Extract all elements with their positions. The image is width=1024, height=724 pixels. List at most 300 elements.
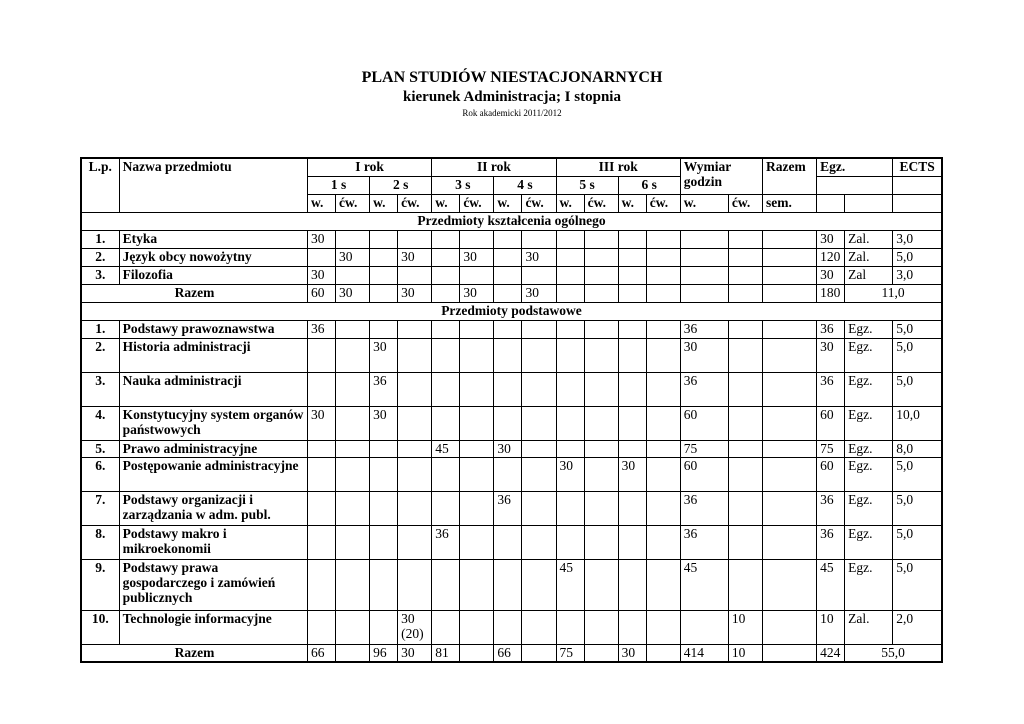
header-cw: ćw. [522,194,556,212]
hours-cell [522,266,556,284]
row-lp: 1. [81,320,119,338]
wymiar-w-cell: 36 [680,320,728,338]
hours-cell [494,320,522,338]
wymiar-cw-cell [728,338,762,372]
sem-cell [762,338,816,372]
table-row [81,372,942,406]
wymiar-cw-cell [728,406,762,440]
hours-cell [370,440,398,457]
hours-cell [336,440,370,457]
sum-sem [762,284,816,302]
hours-cell [370,457,398,491]
hours-cell [646,457,680,491]
hours-cell: 30 [522,248,556,266]
sum-label: Razem [81,284,307,302]
wymiar-w-cell [680,248,728,266]
razem-cell: 30 [817,266,845,284]
hours-cell [460,610,494,644]
hours-cell [584,457,618,491]
row-name: Nauka administracji [119,372,307,406]
sum-cell [618,284,646,302]
sum-razem: 424 [817,644,845,662]
hours-cell [307,457,335,491]
wymiar-w-cell [680,610,728,644]
hours-cell [370,320,398,338]
row-name: Historia administracji [119,338,307,372]
row-name: Podstawy prawoznawstwa [119,320,307,338]
row-lp: 7. [81,491,119,525]
hours-cell [584,491,618,525]
hours-cell [494,248,522,266]
razem-cell: 36 [817,372,845,406]
hours-cell [646,491,680,525]
hours-cell [584,372,618,406]
header-cw: ćw. [398,194,432,212]
section-title: Przedmioty podstawowe [81,302,942,320]
hours-cell [646,320,680,338]
sum-cell: 30 [460,284,494,302]
wymiar-cw-cell [728,372,762,406]
hours-cell [307,491,335,525]
sum-cell [556,284,584,302]
hours-cell [556,266,584,284]
hours-cell [584,230,618,248]
hours-cell [494,266,522,284]
hours-cell [584,248,618,266]
hours-cell [584,320,618,338]
row-name: Konstytucyjny system organów państwowych [119,406,307,440]
hours-cell [556,525,584,559]
ects-cell: 5,0 [893,320,942,338]
wymiar-cw-cell [728,266,762,284]
hours-cell [307,440,335,457]
hours-cell [494,559,522,610]
hours-cell [556,248,584,266]
row-name: Podstawy makro i mikroekonomii [119,525,307,559]
hours-cell: 30 [398,248,432,266]
hours-cell: 36 [494,491,522,525]
hours-cell [336,266,370,284]
page-title: PLAN STUDIÓW NIESTACJONARNYCH [361,69,663,86]
hours-cell [460,230,494,248]
table-row [81,525,942,559]
row-lp: 3. [81,266,119,284]
row-lp: 6. [81,457,119,491]
hours-cell [522,230,556,248]
hours-cell [460,491,494,525]
sum-cell [584,644,618,662]
sum-cell: 66 [494,644,522,662]
sem-cell [762,266,816,284]
wymiar-w-cell [680,230,728,248]
sum-cell: 30 [618,644,646,662]
header-cw: ćw. [584,194,618,212]
hours-cell [646,525,680,559]
hours-cell [336,406,370,440]
hours-cell [336,491,370,525]
hours-cell [618,559,646,610]
hours-cell [522,372,556,406]
wymiar-w-cell: 36 [680,372,728,406]
hours-cell [307,338,335,372]
sum-razem: 180 [817,284,845,302]
hours-cell [618,525,646,559]
blank-cell [893,194,942,212]
ects-cell: 3,0 [893,266,942,284]
hours-cell [370,610,398,644]
hours-cell [336,372,370,406]
hours-cell [307,525,335,559]
hours-cell [522,525,556,559]
header-cw: ćw. [728,194,762,212]
header-cw: ćw. [646,194,680,212]
hours-cell [398,406,432,440]
header-w: w. [556,194,584,212]
header-sem-6: 6 s [618,176,680,194]
hours-cell [646,440,680,457]
wymiar-w-cell: 75 [680,440,728,457]
sem-cell [762,610,816,644]
header-cw: ćw. [460,194,494,212]
hours-cell [618,491,646,525]
hours-cell [494,610,522,644]
wymiar-w-cell: 30 [680,338,728,372]
wymiar-cw-cell [728,457,762,491]
section-header [81,212,942,230]
egz-cell: Egz. [845,406,893,440]
table-row [81,491,942,525]
hours-cell [432,610,460,644]
sum-cell [584,284,618,302]
hours-cell [370,559,398,610]
hours-cell [522,457,556,491]
hours-cell [618,440,646,457]
hours-cell [398,266,432,284]
sum-cell [522,644,556,662]
header-wymiar: Wymiar godzin [680,158,762,194]
hours-cell [556,491,584,525]
sum-cell [646,284,680,302]
hours-cell [494,457,522,491]
hours-cell [336,525,370,559]
wymiar-w-cell: 36 [680,491,728,525]
header-year-2: II rok [432,158,556,176]
razem-cell: 45 [817,559,845,610]
sum-cell [432,284,460,302]
sum-ects: 11,0 [845,284,942,302]
hours-cell [398,440,432,457]
row-lp: 8. [81,525,119,559]
sum-cell: 75 [556,644,584,662]
hours-cell [646,406,680,440]
hours-cell: 30 [556,457,584,491]
razem-cell: 36 [817,320,845,338]
hours-cell [336,559,370,610]
hours-cell [556,440,584,457]
hours-cell [460,320,494,338]
sem-cell [762,372,816,406]
hours-cell [522,559,556,610]
hours-cell [522,440,556,457]
hours-cell [336,320,370,338]
hours-cell [522,320,556,338]
row-lp: 5. [81,440,119,457]
razem-cell: 120 [817,248,845,266]
hours-cell [432,320,460,338]
hours-cell [584,559,618,610]
sum-cell: 96 [370,644,398,662]
hours-cell [336,230,370,248]
wymiar-cw-cell [728,491,762,525]
hours-cell [336,457,370,491]
hours-cell [584,338,618,372]
hours-cell [584,406,618,440]
wymiar-w-cell: 45 [680,559,728,610]
header-lp: L.p. [81,158,119,212]
header-ects: ECTS [893,158,942,176]
hours-cell: 30 [336,248,370,266]
sum-cell: 30 [398,284,432,302]
razem-cell: 60 [817,406,845,440]
wymiar-w-cell: 60 [680,406,728,440]
hours-cell: 30 [307,406,335,440]
row-name: Podstawy prawa gospodarczego i zamówień publicznych [119,559,307,610]
hours-cell [336,610,370,644]
academic-year: Rok akademicki 2011/2012 [462,108,562,118]
egz-cell: Egz. [845,525,893,559]
row-lp: 9. [81,559,119,610]
hours-cell [618,610,646,644]
sum-row [81,644,942,662]
razem-cell: 30 [817,230,845,248]
table-row [81,457,942,491]
header-w: w. [618,194,646,212]
hours-cell [618,406,646,440]
hours-cell [556,338,584,372]
hours-cell [370,230,398,248]
hours-cell: 30 [307,230,335,248]
wymiar-cw-cell [728,440,762,457]
razem-cell: 36 [817,525,845,559]
row-lp: 10. [81,610,119,644]
razem-cell: 60 [817,457,845,491]
hours-cell: 30 [494,440,522,457]
razem-cell: 75 [817,440,845,457]
hours-cell [556,320,584,338]
row-lp: 1. [81,230,119,248]
table-row [81,266,942,284]
hours-cell [336,338,370,372]
header-sem: sem. [762,194,816,212]
hours-cell [556,372,584,406]
hours-cell [460,266,494,284]
hours-cell [460,525,494,559]
hours-cell [398,457,432,491]
page-subtitle: kierunek Administracja; I stopnia [403,89,621,105]
hours-cell [494,372,522,406]
hours-cell [584,440,618,457]
sum-wymiar-w [680,284,728,302]
hours-cell [618,248,646,266]
hours-cell [398,338,432,372]
hours-cell [494,338,522,372]
header-cw: ćw. [336,194,370,212]
sum-wymiar-cw [728,284,762,302]
hours-cell [584,610,618,644]
hours-cell [646,248,680,266]
razem-cell: 36 [817,491,845,525]
egz-cell: Egz. [845,320,893,338]
hours-cell: 36 [370,372,398,406]
hours-cell: 30 [460,248,494,266]
header-w: w. [494,194,522,212]
row-name: Technologie informacyjne [119,610,307,644]
hours-cell [460,440,494,457]
hours-cell [370,525,398,559]
razem-cell: 30 [817,338,845,372]
sum-cell: 81 [432,644,460,662]
header-sem-4: 4 s [494,176,556,194]
sem-cell [762,406,816,440]
egz-cell: Egz. [845,338,893,372]
row-name: Język obcy nowożytny [119,248,307,266]
hours-cell [307,610,335,644]
hours-cell [556,230,584,248]
hours-cell [494,525,522,559]
wymiar-cw-cell [728,525,762,559]
hours-cell [432,457,460,491]
hours-cell [494,230,522,248]
header-egz: Egz. [817,158,893,176]
hours-cell [460,406,494,440]
hours-cell [618,338,646,372]
table-body [81,158,942,662]
header-year-3: III rok [556,158,680,176]
hours-cell: 45 [432,440,460,457]
hours-cell [432,338,460,372]
wymiar-w-cell: 60 [680,457,728,491]
header-egz-blank [817,176,893,194]
hours-cell: 30 [370,338,398,372]
hours-cell [398,320,432,338]
sum-cell: 30 [522,284,556,302]
hours-cell [307,372,335,406]
header-w: w. [432,194,460,212]
wymiar-cw-cell: 10 [728,610,762,644]
row-name: Podstawy organizacji i zarządzania w adm. publ. [119,491,307,525]
sum-label: Razem [81,644,307,662]
egz-cell: Egz. [845,440,893,457]
row-lp: 3. [81,372,119,406]
header-sem-3: 3 s [432,176,494,194]
row-name: Postępowanie administracyjne [119,457,307,491]
ects-cell: 5,0 [893,525,942,559]
ects-cell: 2,0 [893,610,942,644]
hours-cell [398,372,432,406]
hours-cell [432,559,460,610]
hours-cell [370,248,398,266]
hours-cell [646,338,680,372]
header-w: w. [680,194,728,212]
header-sem-2: 2 s [370,176,432,194]
table-row [81,230,942,248]
hours-cell [584,525,618,559]
header-razem: Razem [762,158,816,194]
header-name: Nazwa przedmiotu [119,158,307,212]
hours-cell: 30 [370,406,398,440]
header-w: w. [307,194,335,212]
table-row [81,406,942,440]
blank-cell [817,194,845,212]
egz-cell: Egz. [845,491,893,525]
hours-cell: 30 (20) [398,610,432,644]
sem-cell [762,525,816,559]
hours-cell [432,372,460,406]
row-name: Prawo administracyjne [119,440,307,457]
hours-cell [307,248,335,266]
egz-cell: Zal [845,266,893,284]
hours-cell [370,491,398,525]
hours-cell [398,525,432,559]
ects-cell: 8,0 [893,440,942,457]
header-ects-blank [893,176,942,194]
egz-cell: Egz. [845,372,893,406]
sum-cell: 60 [307,284,335,302]
hours-cell [646,266,680,284]
hours-cell [370,266,398,284]
wymiar-w-cell: 36 [680,525,728,559]
table-row [81,338,942,372]
hours-cell [618,230,646,248]
table-row [81,440,942,457]
hours-cell [646,230,680,248]
sum-cell [370,284,398,302]
hours-cell: 30 [307,266,335,284]
wymiar-cw-cell [728,559,762,610]
egz-cell: Zal. [845,230,893,248]
section-title: Przedmioty kształcenia ogólnego [81,212,942,230]
sem-cell [762,559,816,610]
hours-cell [460,559,494,610]
wymiar-cw-cell [728,248,762,266]
header-w: w. [370,194,398,212]
hours-cell [398,230,432,248]
row-lp: 2. [81,338,119,372]
ects-cell: 5,0 [893,338,942,372]
hours-cell [494,406,522,440]
sum-wymiar-w: 414 [680,644,728,662]
table-row [81,320,942,338]
row-lp: 2. [81,248,119,266]
hours-cell [460,372,494,406]
hours-cell [618,266,646,284]
sum-wymiar-cw: 10 [728,644,762,662]
sum-cell: 66 [307,644,335,662]
hours-cell [432,248,460,266]
ects-cell: 5,0 [893,457,942,491]
hours-cell: 36 [307,320,335,338]
hours-cell [522,610,556,644]
ects-cell: 5,0 [893,372,942,406]
sem-cell [762,230,816,248]
hours-cell [522,406,556,440]
ects-cell: 10,0 [893,406,942,440]
hours-cell: 36 [432,525,460,559]
sem-cell [762,320,816,338]
hours-cell [618,372,646,406]
sum-cell [646,644,680,662]
header-year-1: I rok [307,158,431,176]
